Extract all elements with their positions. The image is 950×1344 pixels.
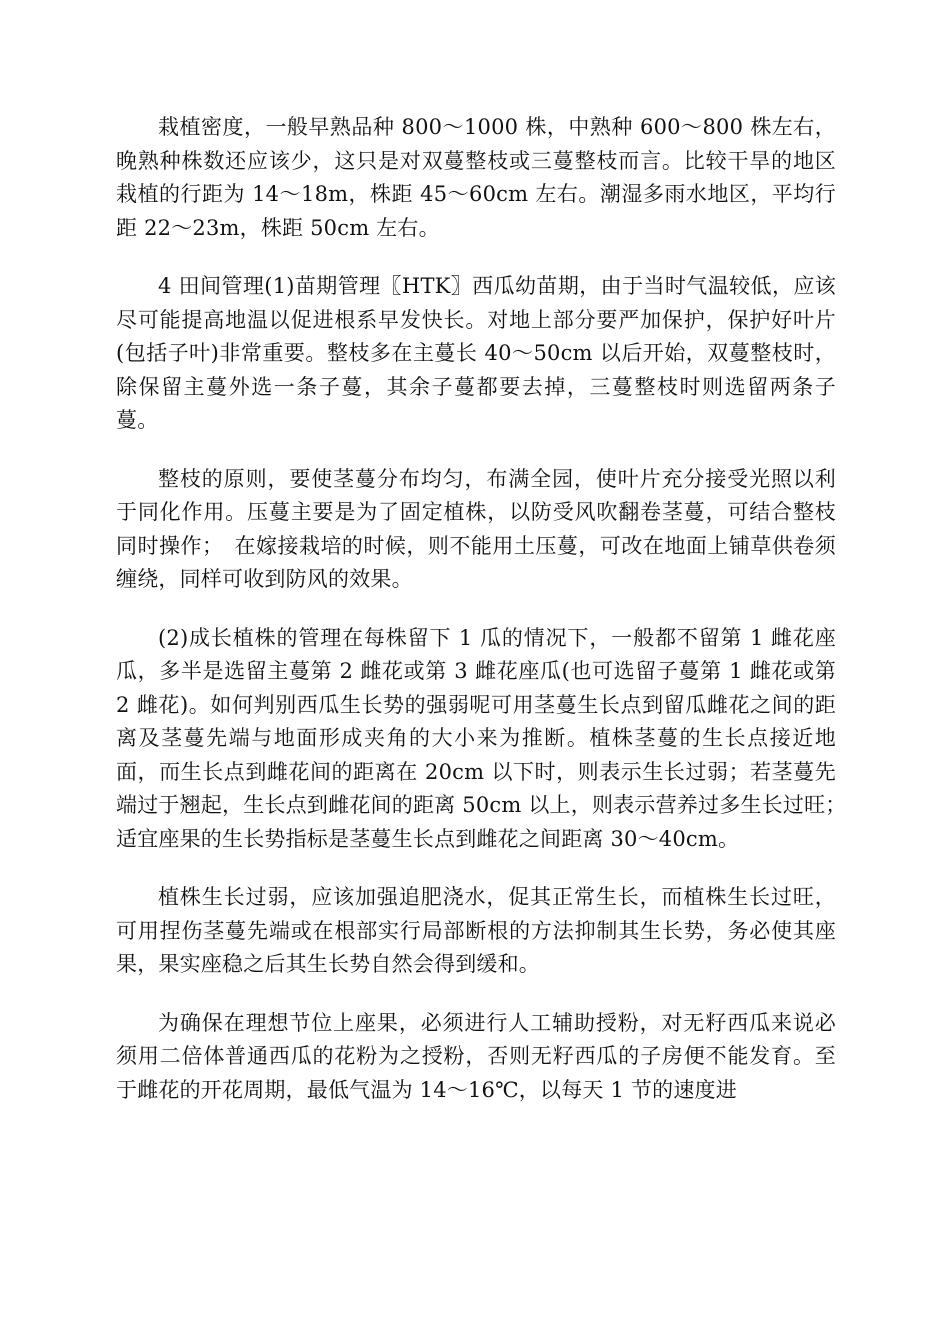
- paragraph-seedling-management: 4 田间管理(1)苗期管理〖HTK〗西瓜幼苗期，由于当时气温较低，应该尽可能提高地温以促进根系早发快长。对地上部分要严加保护，保护好叶片(包括子叶)非常重要。整枝多在主蔓长 40～50cm 以后开始，双蔓整枝时，除保留主蔓外选一条子蔓，其余子蔓都要去掉，三蔓整枝时则选留两条子蔓。: [116, 274, 836, 432]
- paragraph-pollination: 为确保在理想节位上座果，必须进行人工辅助授粉，对无籽西瓜来说必须用二倍体普通西瓜的花粉为之授粉，否则无籽西瓜的子房便不能发育。至于雌花的开花周期，最低气温为 14～16℃，以每天 1 节的速度进: [116, 1010, 836, 1102]
- paragraph-planting-density: 栽植密度，一般早熟品种 800～1000 株，中熟种 600～800 株左右，晚熟种株数还应该少，这只是对双蔓整枝或三蔓整枝而言。比较干旱的地区栽植的行距为 14～18m，株距 45～60cm 左右。潮湿多雨水地区，平均行距 22～23m，株距 50cm 左右。: [116, 115, 836, 240]
- paragraph-mature-plant-management: (2)成长植株的管理在每株留下 1 瓜的情况下，一般都不留第 1 雌花座瓜，多半是选留主蔓第 2 雌花或第 3 雌花座瓜(也可选留子蔓第 1 雌花或第 2 雌花)。如何判别西瓜生长势的强弱呢可用茎蔓生长点到留瓜雌花之间的距离及茎蔓先端与地面形成夹角的大小来为推断。植株茎蔓的生长点接近地面，而生长点到雌花间的距离在 20cm 以下时，则表示生长过弱；若茎蔓先端过于翘起，生长点到雌花间的距离 50cm 以上，则表示营养过多生长过旺； 适宜座果的生长势指标是茎蔓生长点到雌花之间距离 30～40cm。: [116, 625, 858, 851]
- document-body: [116, 111, 858, 1132]
- paragraph-pruning-principles: 整枝的原则，要使茎蔓分布均匀，布满全园，使叶片充分接受光照以利于同化作用。压蔓主要是为了固定植株，以防受风吹翻卷茎蔓，可结合整枝同时操作； 在嫁接栽培的时候，则不能用土压蔓，可改在地面上铺草供卷须缠绕，同样可收到防风的效果。: [116, 466, 836, 591]
- paragraph-growth-control: 植株生长过弱，应该加强追肥浇水，促其正常生长，而植株生长过旺，可用捏伤茎蔓先端或在根部实行局部断根的方法抑制其生长势，务必使其座果，果实座稳之后其生长势自然会得到缓和。: [116, 885, 836, 976]
